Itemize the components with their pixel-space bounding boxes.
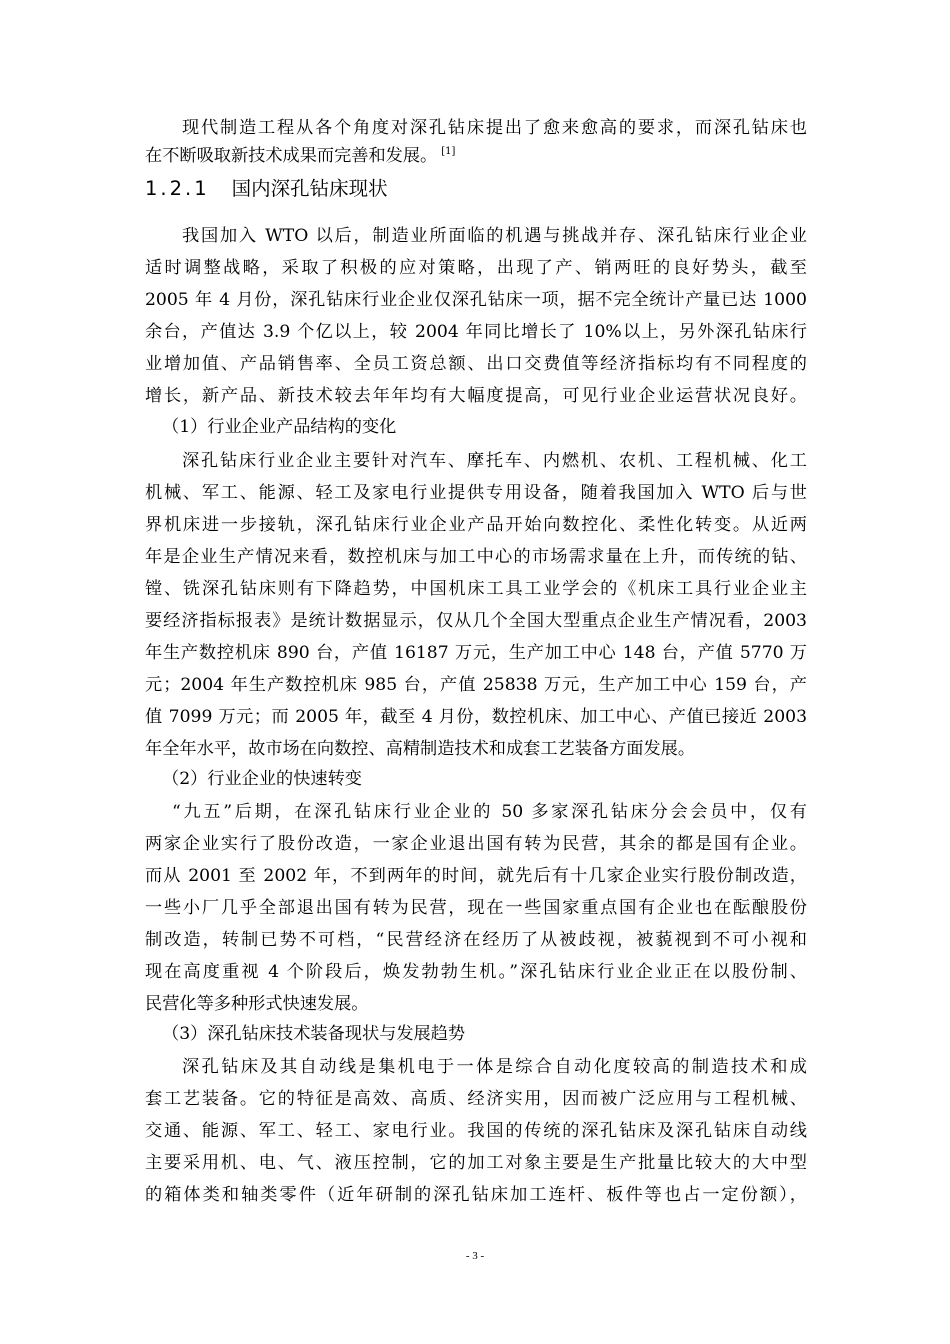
para1-line: 适时调整战略，采取了积极的应对策略，出现了产、销两旺的良好势头，截至 [145,258,807,278]
para2-line: 深孔钻床行业企业主要针对汽车、摩托车、内燃机、农机、工程机械、化工 [182,451,807,471]
para3-line: 现在高度重视 4 个阶段后，焕发勃勃生机。”深孔钻床行业企业正在以股份制、 [145,962,807,982]
para4-line: 交通、能源、军工、轻工、家电行业。我国的传统的深孔钻床及深孔钻床自动线 [145,1121,807,1141]
citation-ref: [1] [441,146,456,157]
para4-line: 套工艺装备。它的特征是高效、高质、经济实用，因而被广泛应用与工程机械、 [145,1089,807,1109]
para1-line: 我国加入 WTO 以后，制造业所面临的机遇与挑战并存、深孔钻床行业企业 [182,226,807,246]
para2-line: 年全年水平，故市场在向数控、高精制造技术和成套工艺装备方面发展。 [145,739,696,759]
para2-line: 界机床进一步接轨，深孔钻床行业企业产品开始向数控化、柔性化转变。从近两 [145,515,807,535]
para2-line: 年是企业生产情况来看，数控机床与加工中心的市场需求量在上升，而传统的钻、 [145,547,807,567]
para1-line: 业增加值、产品销售率、全员工资总额、出口交费值等经济指标均有不同程度的 [145,354,807,374]
page-number: - 3 - [465,1250,485,1262]
para2-line: 要经济指标报表》是统计数据显示，仅从几个全国大型重点企业生产情况看，2003 [145,611,807,631]
intro-line-2-text: 在不断吸取新技术成果而完善和发展。 [145,146,438,166]
para2-line: 元；2004 年生产数控机床 985 台，产值 25838 万元，生产加工中心 159 台，产 [145,675,807,695]
subheading-2: （2）行业企业的快速转变 [162,769,362,789]
para4-line: 深孔钻床及其自动线是集机电于一体是综合自动化度较高的制造技术和成 [182,1057,807,1077]
para4-line: 主要采用机、电、气、液压控制，它的加工对象主要是生产批量比较大的大中型 [145,1153,807,1173]
section-heading [145,176,388,202]
section-number: 1.2.1 [145,177,210,200]
para1-line: 增长，新产品、新技术较去年年均有大幅度提高，可见行业企业运营状况良好。 [145,386,807,406]
para1-line: 2005 年 4 月份，深孔钻床行业企业仅深孔钻床一项，据不完全统计产量已达 1000 [145,290,807,310]
para2-line: 镗、铣深孔钻床则有下降趋势，中国机床工具工业学会的《机床工具行业企业主 [145,579,807,599]
para1-line: 余台，产值达 3.9 个亿以上，较 2004 年同比增长了 10%以上，另外深孔钻床行 [145,322,807,342]
para3-line: “九五”后期，在深孔钻床行业企业的 50 多家深孔钻床分会会员中，仅有 [172,802,807,822]
para3-line: 而从 2001 至 2002 年，不到两年的时间，就先后有十几家企业实行股份制改造， [145,866,807,886]
subheading-3: （3）深孔钻床技术装备现状与发展趋势 [162,1024,466,1044]
para3-line: 民营化等多种形式快速发展。 [145,994,369,1014]
para3-line: 一些小厂几乎全部退出国有转为民营，现在一些国家重点国有企业也在酝酿股份 [145,898,807,918]
para2-line: 值 7099 万元；而 2005 年，截至 4 月份，数控机床、加工中心、产值已接近 2003 [145,707,807,727]
intro-line-1: 现代制造工程从各个角度对深孔钻床提出了愈来愈高的要求，而深孔钻床也 [182,118,807,138]
para2-line: 机械、军工、能源、轻工及家电行业提供专用设备，随着我国加入 WTO 后与世 [145,483,807,503]
para4-line: 的箱体类和轴类零件（近年研制的深孔钻床加工连杆、板件等也占一定份额）， [145,1185,807,1205]
para3-line: 两家企业实行了股份改造，一家企业退出国有转为民营，其余的都是国有企业。 [145,834,807,854]
section-title: 国内深孔钻床现状 [231,177,388,200]
para2-line: 年生产数控机床 890 台，产值 16187 万元，生产加工中心 148 台，产值 5770 万 [145,643,807,663]
para3-line: 制改造，转制已势不可档，“民营经济在经历了从被歧视，被藐视到不可小视和 [145,930,807,950]
intro-line-2 [145,141,455,167]
subheading-1: （1）行业企业产品结构的变化 [162,417,397,437]
